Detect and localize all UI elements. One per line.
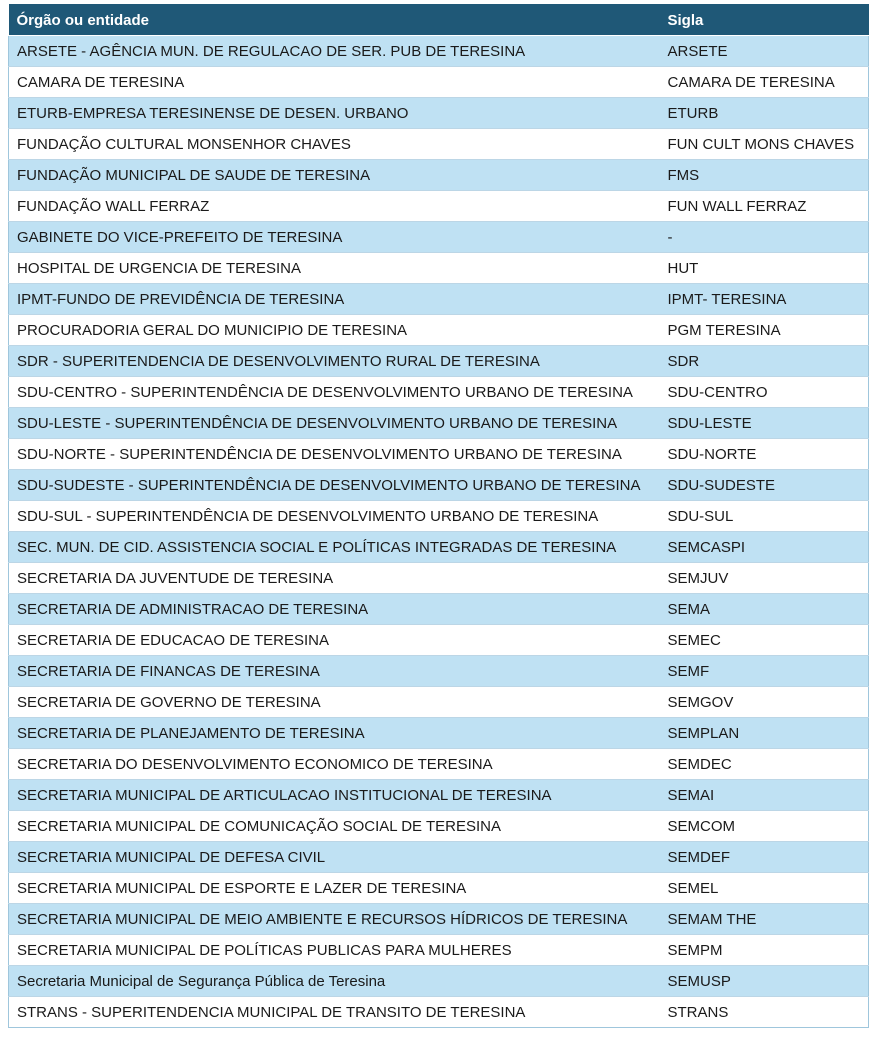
entity-name-cell: SECRETARIA MUNICIPAL DE MEIO AMBIENTE E RECURSOS HÍDRICOS DE TERESINA <box>9 904 660 935</box>
table-row <box>9 935 869 966</box>
acronym-cell: FUN WALL FERRAZ <box>660 191 869 222</box>
table-row <box>9 129 869 160</box>
table-row <box>9 625 869 656</box>
header-row <box>9 4 869 36</box>
acronym-cell: FMS <box>660 160 869 191</box>
table-row <box>9 563 869 594</box>
entity-name-cell: HOSPITAL DE URGENCIA DE TERESINA <box>9 253 660 284</box>
acronym-cell: SEMA <box>660 594 869 625</box>
table-row <box>9 253 869 284</box>
table-row <box>9 408 869 439</box>
acronym-cell: SEMJUV <box>660 563 869 594</box>
entity-name-cell: ARSETE - AGÊNCIA MUN. DE REGULACAO DE SER. PUB DE TERESINA <box>9 36 660 67</box>
acronym-cell: SEMCASPI <box>660 532 869 563</box>
acronym-cell: SEMPM <box>660 935 869 966</box>
entity-name-cell: Secretaria Municipal de Segurança Pública de Teresina <box>9 966 660 997</box>
table-row <box>9 377 869 408</box>
table-row <box>9 780 869 811</box>
acronym-cell: SEMAM THE <box>660 904 869 935</box>
acronym-cell: STRANS <box>660 997 869 1028</box>
entity-name-cell: SECRETARIA DA JUVENTUDE DE TERESINA <box>9 563 660 594</box>
entity-name-cell: SECRETARIA MUNICIPAL DE ARTICULACAO INSTITUCIONAL DE TERESINA <box>9 780 660 811</box>
acronym-cell: SDU-NORTE <box>660 439 869 470</box>
entity-name-cell: SECRETARIA MUNICIPAL DE ESPORTE E LAZER DE TERESINA <box>9 873 660 904</box>
acronym-cell: SDU-SUL <box>660 501 869 532</box>
table-row <box>9 36 869 67</box>
entity-name-cell: GABINETE DO VICE-PREFEITO DE TERESINA <box>9 222 660 253</box>
acronym-cell: SEMCOM <box>660 811 869 842</box>
acronym-cell: CAMARA DE TERESINA <box>660 67 869 98</box>
entity-name-cell: SDR - SUPERITENDENCIA DE DESENVOLVIMENTO RURAL DE TERESINA <box>9 346 660 377</box>
entity-name-cell: SDU-NORTE - SUPERINTENDÊNCIA DE DESENVOLVIMENTO URBANO DE TERESINA <box>9 439 660 470</box>
column-header-acronym: Sigla <box>660 4 869 36</box>
acronym-cell: - <box>660 222 869 253</box>
entities-table-container <box>8 4 868 1028</box>
entity-name-cell: SECRETARIA DE EDUCACAO DE TERESINA <box>9 625 660 656</box>
entity-name-cell: SECRETARIA DE PLANEJAMENTO DE TERESINA <box>9 718 660 749</box>
table-row <box>9 222 869 253</box>
table-row <box>9 191 869 222</box>
entity-name-cell: PROCURADORIA GERAL DO MUNICIPIO DE TERESINA <box>9 315 660 346</box>
table-row <box>9 656 869 687</box>
entity-name-cell: SEC. MUN. DE CID. ASSISTENCIA SOCIAL E POLÍTICAS INTEGRADAS DE TERESINA <box>9 532 660 563</box>
entity-name-cell: SECRETARIA MUNICIPAL DE COMUNICAÇÃO SOCIAL DE TERESINA <box>9 811 660 842</box>
entity-name-cell: SECRETARIA DO DESENVOLVIMENTO ECONOMICO DE TERESINA <box>9 749 660 780</box>
entity-name-cell: SDU-LESTE - SUPERINTENDÊNCIA DE DESENVOLVIMENTO URBANO DE TERESINA <box>9 408 660 439</box>
table-body <box>9 36 869 1028</box>
entity-name-cell: CAMARA DE TERESINA <box>9 67 660 98</box>
table-row <box>9 284 869 315</box>
table-row <box>9 904 869 935</box>
acronym-cell: SEMAI <box>660 780 869 811</box>
entity-name-cell: ETURB-EMPRESA TERESINENSE DE DESEN. URBANO <box>9 98 660 129</box>
acronym-cell: HUT <box>660 253 869 284</box>
table-row <box>9 315 869 346</box>
acronym-cell: SEMEC <box>660 625 869 656</box>
acronym-cell: FUN CULT MONS CHAVES <box>660 129 869 160</box>
table-row <box>9 687 869 718</box>
entity-name-cell: SECRETARIA MUNICIPAL DE POLÍTICAS PUBLICAS PARA MULHERES <box>9 935 660 966</box>
table-row <box>9 501 869 532</box>
entity-name-cell: FUNDAÇÃO WALL FERRAZ <box>9 191 660 222</box>
acronym-cell: PGM TERESINA <box>660 315 869 346</box>
entity-name-cell: SDU-CENTRO - SUPERINTENDÊNCIA DE DESENVOLVIMENTO URBANO DE TERESINA <box>9 377 660 408</box>
table-row <box>9 811 869 842</box>
acronym-cell: ARSETE <box>660 36 869 67</box>
entity-name-cell: SECRETARIA MUNICIPAL DE DEFESA CIVIL <box>9 842 660 873</box>
acronym-cell: SEMUSP <box>660 966 869 997</box>
table-row <box>9 98 869 129</box>
entity-name-cell: SDU-SUL - SUPERINTENDÊNCIA DE DESENVOLVIMENTO URBANO DE TERESINA <box>9 501 660 532</box>
column-header-entity: Órgão ou entidade <box>9 4 660 36</box>
acronym-cell: SDU-CENTRO <box>660 377 869 408</box>
acronym-cell: SEMPLAN <box>660 718 869 749</box>
table-row <box>9 749 869 780</box>
entity-name-cell: SECRETARIA DE GOVERNO DE TERESINA <box>9 687 660 718</box>
acronym-cell: SDR <box>660 346 869 377</box>
entity-name-cell: FUNDAÇÃO CULTURAL MONSENHOR CHAVES <box>9 129 660 160</box>
acronym-cell: IPMT- TERESINA <box>660 284 869 315</box>
entity-name-cell: SECRETARIA DE FINANCAS DE TERESINA <box>9 656 660 687</box>
entity-name-cell: SECRETARIA DE ADMINISTRACAO DE TERESINA <box>9 594 660 625</box>
acronym-cell: SEMF <box>660 656 869 687</box>
acronym-cell: ETURB <box>660 98 869 129</box>
table-row <box>9 594 869 625</box>
table-row <box>9 67 869 98</box>
entity-name-cell: SDU-SUDESTE - SUPERINTENDÊNCIA DE DESENVOLVIMENTO URBANO DE TERESINA <box>9 470 660 501</box>
table-row <box>9 470 869 501</box>
table-row <box>9 532 869 563</box>
acronym-cell: SDU-LESTE <box>660 408 869 439</box>
entities-table <box>8 4 869 1028</box>
table-header <box>9 4 869 36</box>
entity-name-cell: IPMT-FUNDO DE PREVIDÊNCIA DE TERESINA <box>9 284 660 315</box>
entity-name-cell: FUNDAÇÃO MUNICIPAL DE SAUDE DE TERESINA <box>9 160 660 191</box>
acronym-cell: SDU-SUDESTE <box>660 470 869 501</box>
table-row <box>9 966 869 997</box>
acronym-cell: SEMEL <box>660 873 869 904</box>
table-row <box>9 439 869 470</box>
table-row <box>9 873 869 904</box>
table-row <box>9 997 869 1028</box>
acronym-cell: SEMDEC <box>660 749 869 780</box>
table-row <box>9 160 869 191</box>
entity-name-cell: STRANS - SUPERITENDENCIA MUNICIPAL DE TRANSITO DE TERESINA <box>9 997 660 1028</box>
table-row <box>9 842 869 873</box>
acronym-cell: SEMGOV <box>660 687 869 718</box>
table-row <box>9 718 869 749</box>
acronym-cell: SEMDEF <box>660 842 869 873</box>
table-row <box>9 346 869 377</box>
